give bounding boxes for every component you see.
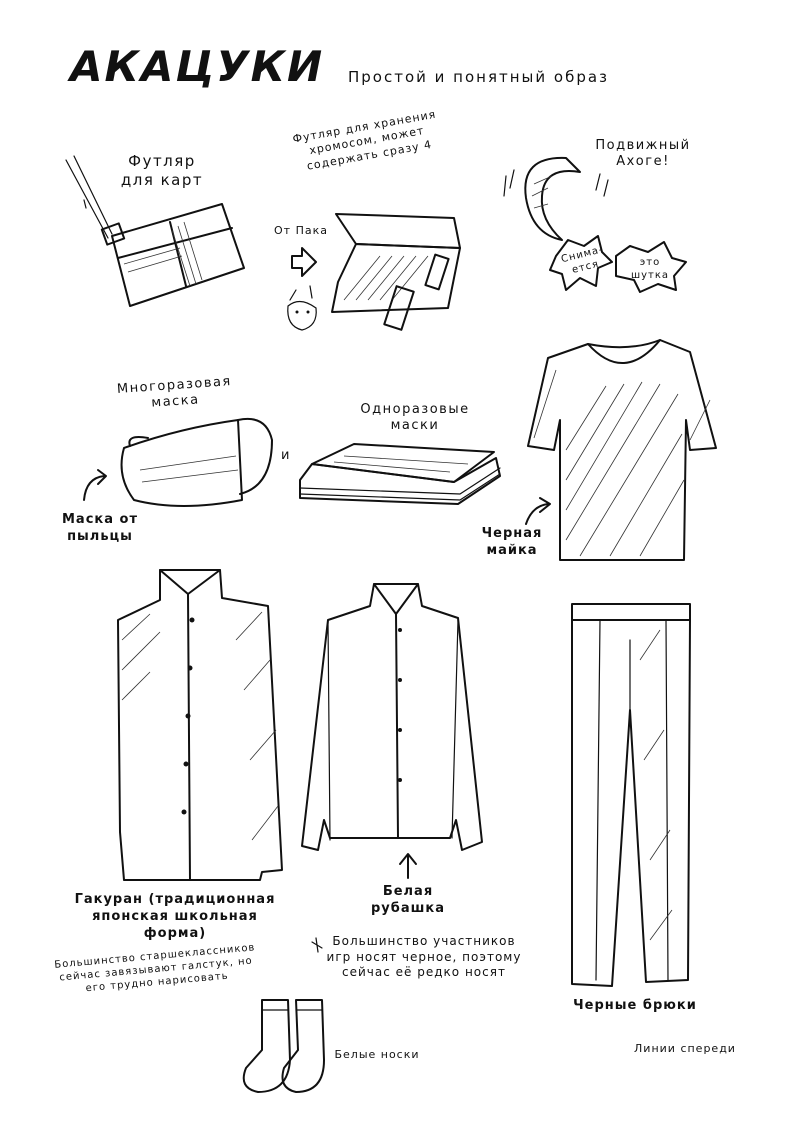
shirt-icon (302, 584, 482, 878)
card-case-label: Футляр для карт (120, 152, 204, 189)
note-tie: Большинство старшеклассников сейчас завязывают галстук, но его трудно нарисовать (53, 942, 256, 995)
disposable-masks-icon (300, 444, 500, 504)
socks-icon (244, 1000, 324, 1092)
rabbit-icon (288, 286, 316, 330)
reusable-mask-icon (84, 419, 272, 506)
note-black: Большинство участников игр носят черное, поэтому сейчас её редко носят (326, 934, 522, 980)
tshirt-icon (526, 340, 716, 560)
ahoge-remove-label: Снима- ется (560, 244, 605, 276)
pants-icon (572, 604, 690, 986)
reusable-mask-label: Многоразовая маска (116, 374, 233, 411)
black-tshirt-label: Черная майка (481, 526, 543, 558)
ahoge-joke-label: это шутка (630, 257, 670, 281)
gakuran-label: Гакуран (традиционная японская школьная форма) (74, 892, 276, 941)
pollen-mask-label: Маска от пыльцы (61, 512, 138, 544)
page-subtitle: Простой и понятный образ (348, 68, 610, 86)
ahoge-label: Подвижный Ахоге! (595, 138, 691, 170)
front-lines-label: Линии спереди (634, 1042, 736, 1055)
from-pack-label: От Пака (274, 224, 328, 237)
white-shirt-label: Белая рубашка (370, 884, 446, 916)
white-socks-label: Белые носки (334, 1048, 420, 1061)
disposable-masks-label: Одноразовые маски (360, 402, 470, 434)
and-label: и (281, 448, 291, 463)
page-title: АКАЦУКИ (70, 42, 325, 91)
black-pants-label: Черные брюки (573, 998, 697, 1013)
gakuran-icon (118, 570, 282, 880)
chrome-case-label: Футляр для хранения хромосом, может содержать сразу 4 (291, 107, 438, 173)
